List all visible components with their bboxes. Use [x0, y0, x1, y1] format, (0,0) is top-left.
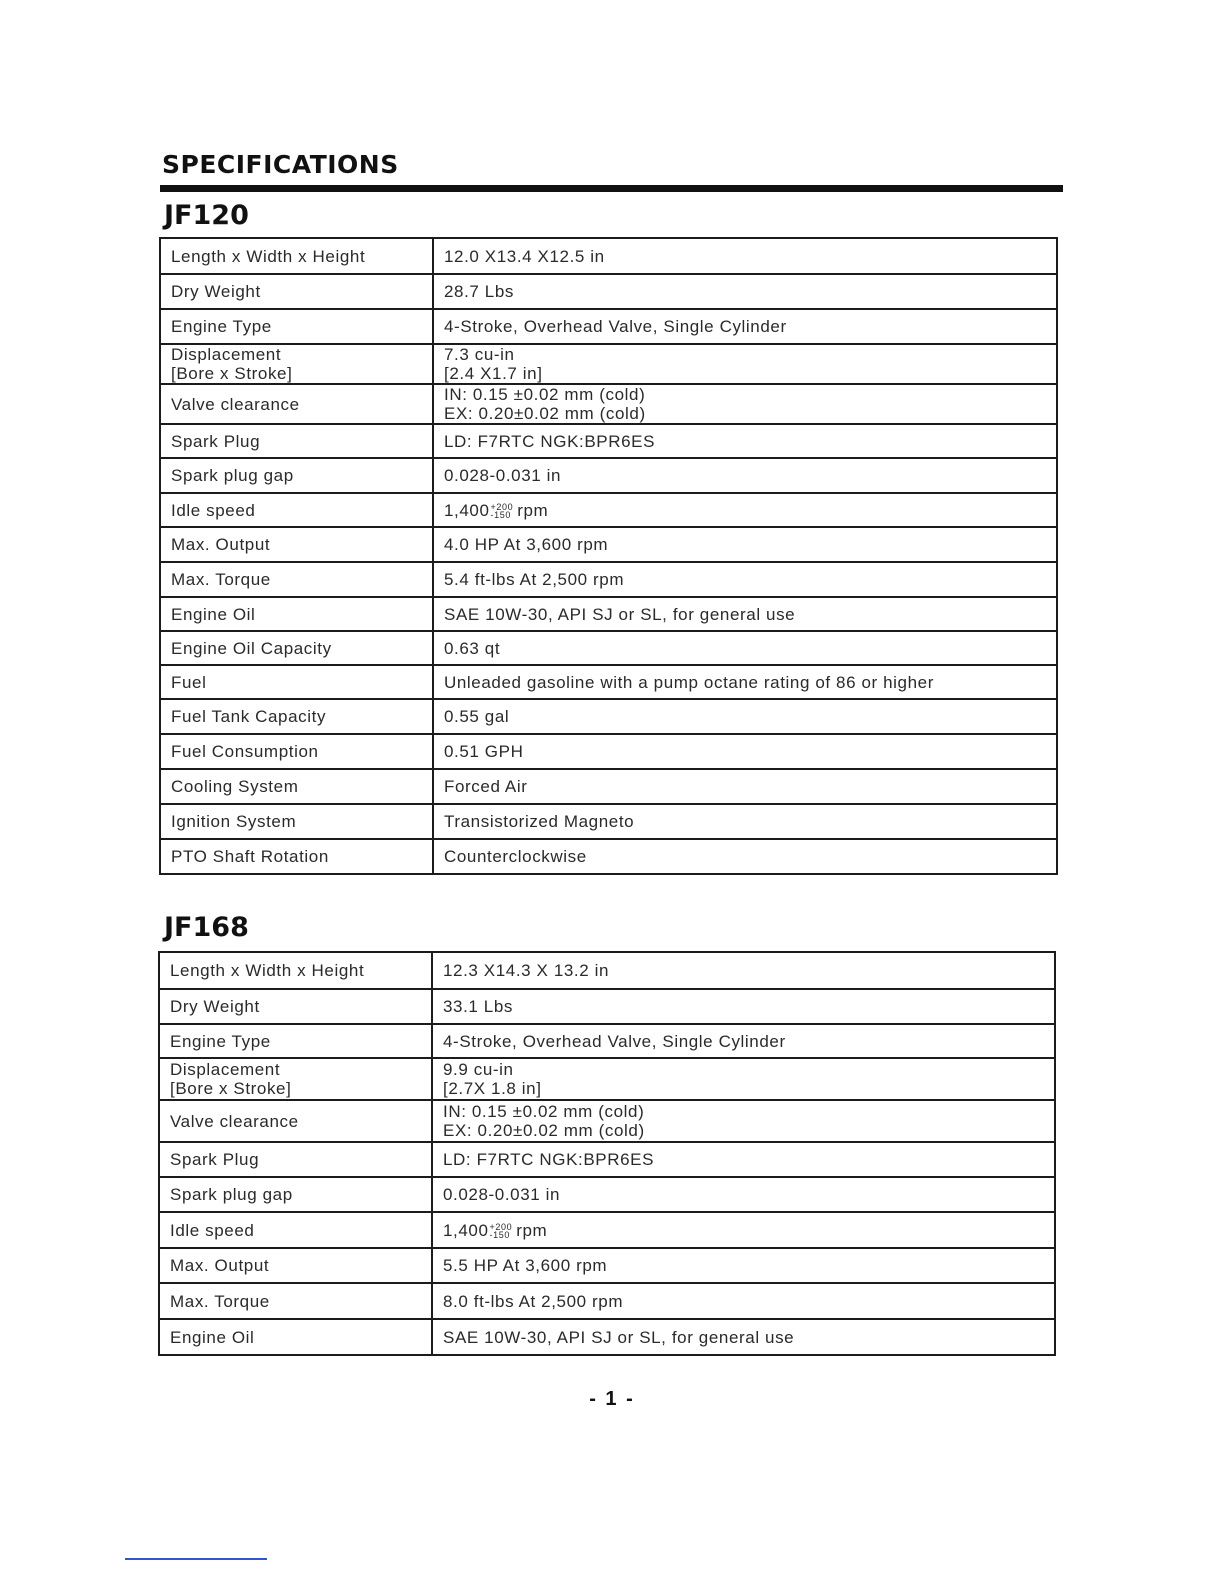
spec-value: 0.028-0.031 in: [432, 1177, 1055, 1212]
spec-value: SAE 10W-30, API SJ or SL, for general use: [433, 597, 1057, 631]
spec-label-line: [Bore x Stroke]: [171, 364, 293, 383]
table-row: [160, 238, 1057, 274]
table-row: [160, 274, 1057, 309]
spec-label: PTO Shaft Rotation: [160, 839, 433, 874]
spec-value: [433, 493, 1057, 527]
spec-value: Transistorized Magneto: [433, 804, 1057, 839]
spec-label: Max. Torque: [160, 562, 433, 597]
spec-label: Dry Weight: [159, 989, 432, 1024]
spec-label: Spark plug gap: [159, 1177, 432, 1212]
spec-label: [159, 1058, 432, 1100]
table-row: [160, 597, 1057, 631]
spec-value: 4-Stroke, Overhead Valve, Single Cylinder: [433, 309, 1057, 344]
spec-label: Engine Oil Capacity: [160, 631, 433, 665]
spec-label-line: [Bore x Stroke]: [170, 1079, 292, 1098]
table-row: [160, 344, 1057, 384]
footer-link-line: [125, 1558, 267, 1560]
spec-label: Spark Plug: [159, 1142, 432, 1177]
spec-value-line: EX: 0.20±0.02 mm (cold): [444, 404, 646, 423]
table-row: [159, 1319, 1055, 1355]
table-row: [159, 1024, 1055, 1058]
model-heading-jf120: JF120: [164, 200, 249, 231]
table-row: [160, 424, 1057, 458]
table-row: [160, 384, 1057, 424]
tolerance-minus: -150: [490, 510, 511, 521]
spec-label: [160, 344, 433, 384]
spec-value: 4-Stroke, Overhead Valve, Single Cylinder: [432, 1024, 1055, 1058]
table-row: [160, 734, 1057, 769]
spec-value: 12.0 X13.4 X12.5 in: [433, 238, 1057, 274]
spec-value: 5.5 HP At 3,600 rpm: [432, 1248, 1055, 1283]
spec-label: Max. Output: [160, 527, 433, 562]
spec-label: Idle speed: [159, 1212, 432, 1248]
spec-value: LD: F7RTC NGK:BPR6ES: [432, 1142, 1055, 1177]
spec-label: Length x Width x Height: [159, 952, 432, 989]
spec-label-line: Displacement: [171, 345, 282, 364]
spec-label-line: Displacement: [170, 1060, 281, 1079]
spec-label: Dry Weight: [160, 274, 433, 309]
tolerance-minus: -150: [489, 1230, 510, 1241]
idle-speed-unit: rpm: [516, 1220, 548, 1240]
table-row: [160, 309, 1057, 344]
title-rule: [160, 185, 1063, 192]
spec-value-line: 7.3 cu-in: [444, 345, 515, 364]
spec-value: 33.1 Lbs: [432, 989, 1055, 1024]
spec-value: 5.4 ft-lbs At 2,500 rpm: [433, 562, 1057, 597]
idle-speed-unit: rpm: [517, 500, 549, 520]
spec-value: [432, 1212, 1055, 1248]
idle-speed-value: 1,400: [443, 1220, 489, 1240]
spec-value: [432, 1100, 1055, 1142]
table-row: [159, 1212, 1055, 1248]
spec-value: [432, 1058, 1055, 1100]
spec-label: Valve clearance: [159, 1100, 432, 1142]
spec-label: Idle speed: [160, 493, 433, 527]
spec-value: 4.0 HP At 3,600 rpm: [433, 527, 1057, 562]
spec-value: [433, 384, 1057, 424]
table-row: [160, 562, 1057, 597]
spec-label: Spark plug gap: [160, 458, 433, 493]
table-row: [159, 1283, 1055, 1319]
table-row: [160, 527, 1057, 562]
spec-label: Engine Oil: [160, 597, 433, 631]
table-row: [159, 1100, 1055, 1142]
model-heading-jf168: JF168: [164, 912, 249, 943]
spec-label: Engine Type: [159, 1024, 432, 1058]
spec-label: Engine Oil: [159, 1319, 432, 1355]
spec-table-jf168: [158, 951, 1056, 1356]
table-row: [159, 952, 1055, 989]
spec-table-jf120: [159, 237, 1058, 875]
table-row: [160, 839, 1057, 874]
table-row: [159, 1142, 1055, 1177]
spec-label: Max. Torque: [159, 1283, 432, 1319]
spec-label: Fuel Consumption: [160, 734, 433, 769]
idle-speed-tolerance: [490, 1223, 513, 1239]
spec-value-line: IN: 0.15 ±0.02 mm (cold): [444, 385, 646, 404]
spec-value-line: [2.7X 1.8 in]: [443, 1079, 542, 1098]
spec-value-line: EX: 0.20±0.02 mm (cold): [443, 1121, 645, 1140]
spec-value: 28.7 Lbs: [433, 274, 1057, 309]
table-row: [160, 665, 1057, 699]
spec-label: Engine Type: [160, 309, 433, 344]
spec-label: Spark Plug: [160, 424, 433, 458]
table-row: [159, 1177, 1055, 1212]
table-row: [159, 989, 1055, 1024]
spec-label: Valve clearance: [160, 384, 433, 424]
spec-value: 0.55 gal: [433, 699, 1057, 734]
spec-value: Forced Air: [433, 769, 1057, 804]
spec-label: Length x Width x Height: [160, 238, 433, 274]
spec-label: Ignition System: [160, 804, 433, 839]
spec-value: 0.63 qt: [433, 631, 1057, 665]
table-row: [159, 1058, 1055, 1100]
spec-label: Cooling System: [160, 769, 433, 804]
idle-speed-value: 1,400: [444, 500, 490, 520]
tolerance-plus: +200: [490, 502, 514, 513]
spec-value: 8.0 ft-lbs At 2,500 rpm: [432, 1283, 1055, 1319]
spec-label: Max. Output: [159, 1248, 432, 1283]
page-number: - 1 -: [589, 1388, 635, 1410]
idle-speed-tolerance: [491, 503, 514, 519]
table-row: [160, 804, 1057, 839]
spec-label: Fuel Tank Capacity: [160, 699, 433, 734]
spec-value: 0.028-0.031 in: [433, 458, 1057, 493]
spec-value-line: 9.9 cu-in: [443, 1060, 514, 1079]
tolerance-plus: +200: [489, 1222, 513, 1233]
spec-value: 0.51 GPH: [433, 734, 1057, 769]
spec-value: LD: F7RTC NGK:BPR6ES: [433, 424, 1057, 458]
table-row: [160, 631, 1057, 665]
spec-value: SAE 10W-30, API SJ or SL, for general use: [432, 1319, 1055, 1355]
table-row: [160, 699, 1057, 734]
spec-value-line: [2.4 X1.7 in]: [444, 364, 543, 383]
page-title: SPECIFICATIONS: [162, 150, 399, 179]
spec-value: Counterclockwise: [433, 839, 1057, 874]
spec-value: [433, 344, 1057, 384]
spec-label: Fuel: [160, 665, 433, 699]
table-row: [160, 493, 1057, 527]
spec-value: 12.3 X14.3 X 13.2 in: [432, 952, 1055, 989]
spec-value-line: IN: 0.15 ±0.02 mm (cold): [443, 1102, 645, 1121]
spec-value: Unleaded gasoline with a pump octane rating of 86 or higher: [433, 665, 1057, 699]
table-row: [160, 769, 1057, 804]
table-row: [160, 458, 1057, 493]
table-row: [159, 1248, 1055, 1283]
